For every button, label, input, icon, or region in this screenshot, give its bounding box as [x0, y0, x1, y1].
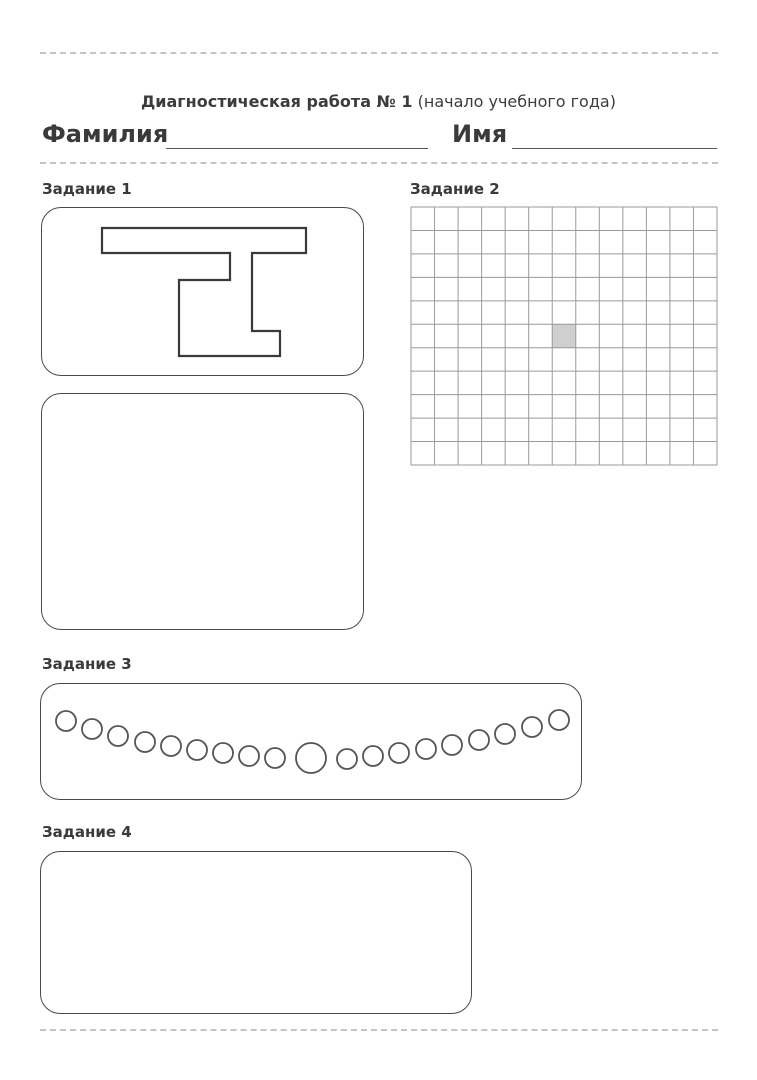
bead: [495, 724, 515, 744]
bead: [135, 732, 155, 752]
bottom-dashed-line: [40, 1029, 718, 1031]
title-normal: (начало учебного года): [417, 92, 616, 111]
bead-large: [296, 743, 326, 773]
bead: [265, 748, 285, 768]
name-field[interactable]: [512, 148, 717, 149]
task-2-label: Задание 2: [410, 180, 500, 198]
task-3-beads: [41, 684, 583, 801]
page-title: [0, 92, 757, 111]
bead: [239, 746, 259, 766]
surname-field[interactable]: [166, 148, 428, 149]
grid-highlight-cell: [552, 324, 576, 347]
bead: [108, 726, 128, 746]
bead: [337, 749, 357, 769]
bead: [469, 730, 489, 750]
header-dashed-line: [40, 162, 718, 164]
bead: [389, 743, 409, 763]
task-1-label: Задание 1: [42, 180, 132, 198]
bead: [363, 746, 383, 766]
bead: [416, 739, 436, 759]
bead: [213, 743, 233, 763]
bead: [549, 710, 569, 730]
name-label: Имя: [452, 120, 508, 148]
task-3-box: [40, 683, 582, 800]
bead: [161, 736, 181, 756]
top-dashed-line: [40, 52, 718, 54]
task-1-answer-box[interactable]: [41, 393, 364, 630]
bead: [187, 740, 207, 760]
title-bold: Диагностическая работа № 1: [141, 92, 413, 111]
task-2-grid[interactable]: [410, 206, 718, 466]
bead: [82, 719, 102, 739]
task-4-label: Задание 4: [42, 823, 132, 841]
task-1-shape: [102, 228, 306, 356]
task-4-answer-box[interactable]: [40, 851, 472, 1014]
surname-label: Фамилия: [42, 120, 169, 148]
task-3-label: Задание 3: [42, 655, 132, 673]
task-1-sample-box: [41, 207, 364, 376]
bead: [56, 711, 76, 731]
bead: [442, 735, 462, 755]
bead: [522, 717, 542, 737]
task-1-figure: [42, 208, 365, 377]
